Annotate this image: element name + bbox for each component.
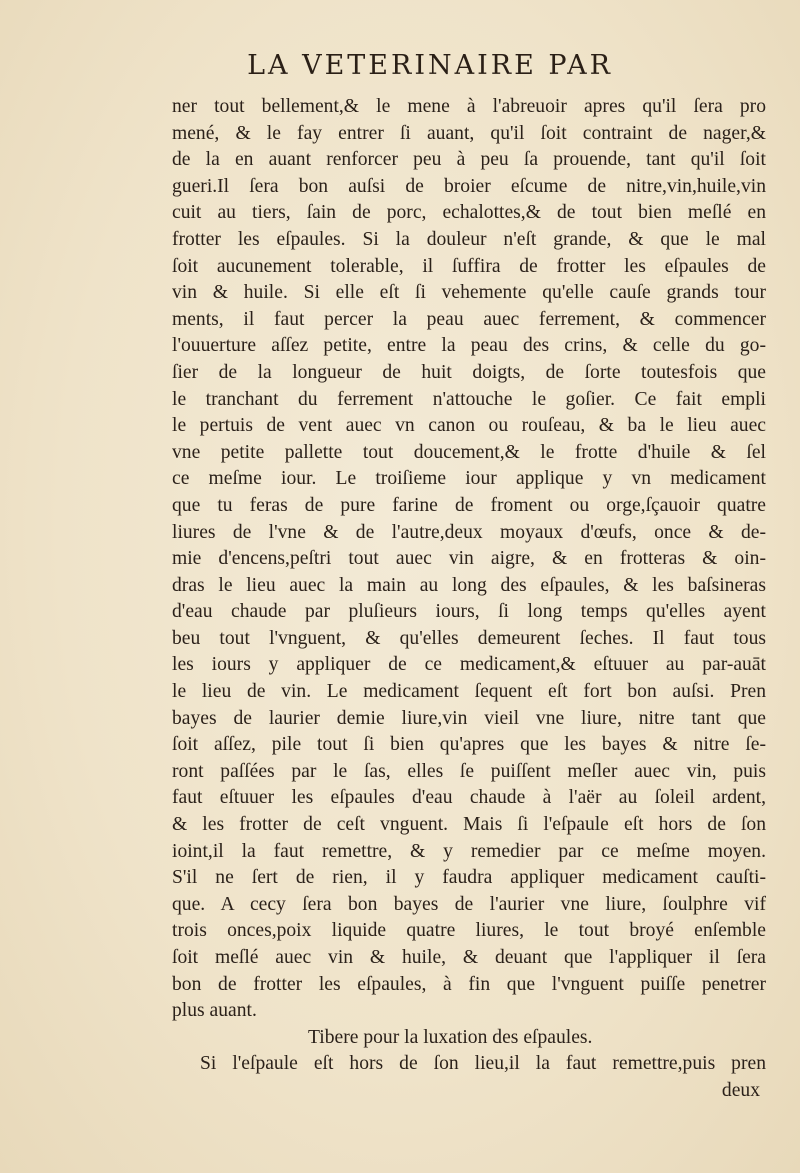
- text-line: faut eſtuuer les eſpaules d'eau chaude à l'aër au ſoleil ardent,: [172, 787, 766, 809]
- catchword: deux: [721, 1079, 760, 1101]
- text-line: ront paſſées par le ſas, elles ſe puiſſent meſler auec vin, puis: [172, 760, 766, 782]
- text-line: plus auant.: [172, 1000, 257, 1022]
- text-line: ner tout bellement,& le mene à l'abreuoir apres qu'il ſera pro: [172, 96, 766, 117]
- text-line: beu tout l'vnguent, & qu'elles demeurent ſeches. Il faut tous: [172, 627, 766, 649]
- text-line: ſier de la longueur de huit doigts, de ſorte toutesfois que: [172, 361, 766, 383]
- text-line: dras le lieu auec la main au long des eſpaules, & les baſsineras: [172, 574, 766, 596]
- text-line: cuit au tiers, ſain de porc, echalottes,& de tout bien meſlé en: [172, 202, 766, 224]
- text-line: mie d'encens,peſtri tout auec vin aigre, & en frotteras & oin-: [172, 548, 766, 570]
- text-line: que. A cecy ſera bon bayes de l'aurier vne liure, ſoulphre vif: [172, 893, 766, 915]
- section-first-line: Si l'eſpaule eſt hors de ſon lieu,il la faut remettre,puis pren: [200, 1053, 766, 1075]
- text-line: S'il ne ſert de rien, il y faudra appliquer medicament cauſti-: [172, 867, 766, 889]
- text-line: vin & huile. Si elle eſt ſi vehemente qu'elle cauſe grands tour: [172, 282, 766, 304]
- text-line: liures de l'vne & de l'autre,deux moyaux d'œufs, once & de-: [172, 521, 766, 543]
- text-line: le tranchant du ferrement n'attouche le goſier. Ce fait empli: [172, 388, 766, 410]
- text-line: frotter les eſpaules. Si la douleur n'eſt grande, & que le mal: [172, 228, 766, 250]
- text-line: & les frotter de ceſt vnguent. Mais ſi l'eſpaule eſt hors de ſon: [172, 814, 766, 836]
- text-line: le lieu de vin. Le medicament ſequent eſt fort bon auſsi. Pren: [172, 681, 766, 703]
- body-text: [172, 94, 766, 1105]
- text-line: l'ouuerture aſſez petite, entre la peau des crins, & celle du go-: [172, 335, 766, 357]
- text-line: les iours y appliquer de ce medicament,& eſtuuer au par-auāt: [172, 654, 766, 676]
- running-head: LA VETERINAIRE PAR: [247, 50, 613, 81]
- text-line: vne petite pallette tout doucement,& le frotte d'huile & ſel: [172, 441, 766, 463]
- text-line: ments, il faut percer la peau auec ferrement, & commencer: [172, 308, 766, 330]
- text-line: ſoit meſlé auec vin & huile, & deuant que l'appliquer il ſera: [172, 947, 766, 968]
- text-line: ſoit aſſez, pile tout ſi bien qu'apres que les bayes & nitre ſe-: [172, 734, 766, 756]
- text-line: de la en auant renforcer peu à peu ſa prouende, tant qu'il ſoit: [172, 149, 766, 171]
- text-line: ce meſme iour. Le troiſieme iour applique y vn medicament: [172, 468, 766, 490]
- text-line: ioint,il la faut remettre, & y remedier par ce meſme moyen.: [172, 840, 766, 862]
- text-line: gueri.Il ſera bon auſsi de broier eſcume de nitre,vin,huile,vin: [172, 175, 766, 197]
- section-heading: Tibere pour la luxation des eſpaules.: [308, 1026, 593, 1048]
- text-line: le pertuis de vent auec vn canon ou rouſeau, & ba le lieu auec: [172, 415, 766, 437]
- text-line: d'eau chaude par pluſieurs iours, ſi long temps qu'elles ayent: [172, 601, 766, 623]
- text-line: ſoit aucunement tolerable, il ſuffira de frotter les eſpaules de: [172, 255, 766, 277]
- text-line: mené, & le fay entrer ſi auant, qu'il ſoit contraint de nager,&: [172, 122, 766, 144]
- text-line: bayes de laurier demie liure,vin vieil vne liure, nitre tant que: [172, 707, 766, 729]
- text-line: bon de frotter les eſpaules, à fin que l'vnguent puiſſe penetrer: [172, 973, 766, 995]
- text-line: que tu feras de pure farine de froment ou orge,ſçauoir quatre: [172, 494, 766, 516]
- text-line: trois onces,poix liquide quatre liures, le tout broyé enſemble: [172, 920, 766, 942]
